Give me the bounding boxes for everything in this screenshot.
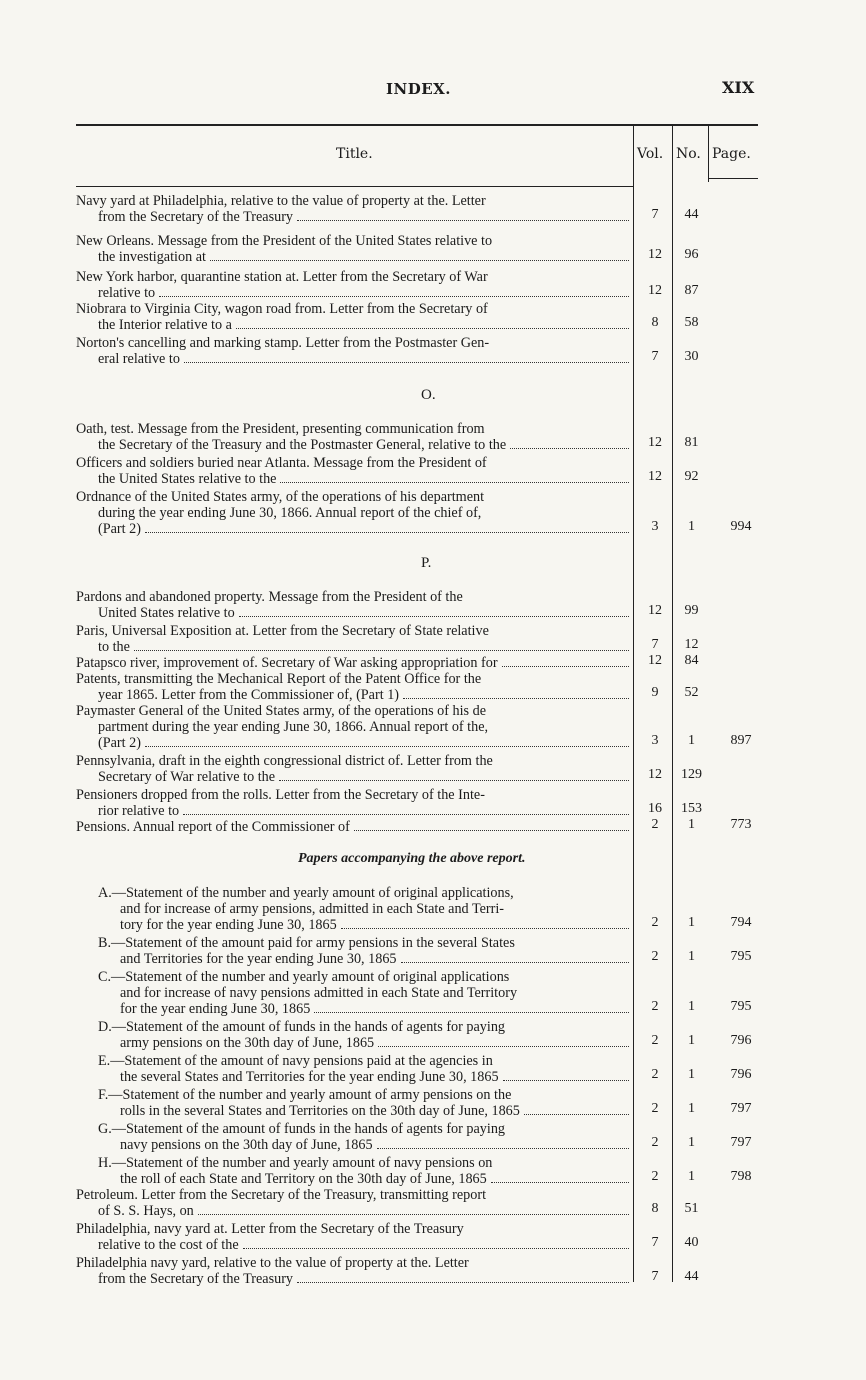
entry-title-text: Norton's cancelling and marking stamp. Letter from the Postmaster Gen- (76, 335, 490, 351)
document-number: 1 (688, 733, 695, 748)
entry-title (76, 655, 629, 671)
entry-title-text: from the Secretary of the Treasury (98, 209, 294, 225)
dot-leader (354, 830, 629, 831)
dot-leader (524, 1114, 629, 1115)
page-number: XIX (722, 78, 755, 97)
page-number-cell: 796 (730, 1067, 752, 1082)
entry-title-line (98, 985, 629, 1001)
dot-leader (279, 780, 629, 781)
document-number: 1 (688, 1135, 695, 1150)
entry-title-text: G.—Statement of the amount of funds in the hands of agents for paying (98, 1121, 506, 1137)
document-number: 1 (688, 1033, 695, 1048)
entry-title-text: and Territories for the year ending June 30, 1865 (120, 951, 397, 967)
entry-title-line (76, 285, 629, 301)
volume-number: 12 (648, 767, 662, 782)
page-number-cell: 897 (730, 733, 752, 748)
volume-number: 2 (651, 1101, 659, 1116)
entry-title-text: eral relative to (98, 351, 180, 367)
entry-title-line (98, 1001, 629, 1017)
dot-leader (183, 814, 629, 815)
entry-title-line (76, 1271, 629, 1287)
dot-leader (184, 362, 629, 363)
entry-title-text: the Secretary of the Treasury and the Postmaster General, relative to the (98, 437, 507, 453)
entry-title-line (76, 753, 629, 769)
volume-number: 2 (651, 1169, 659, 1184)
document-number: 153 (681, 801, 702, 816)
volume-number: 12 (648, 283, 662, 298)
header-bottom-rule (76, 186, 633, 187)
page-number-cell: 795 (730, 999, 752, 1014)
dot-leader (280, 482, 629, 483)
entry-title-text: E.—Statement of the amount of navy pensions paid at the agencies in (98, 1053, 493, 1069)
volume-number: 12 (648, 603, 662, 618)
entry-title (76, 1221, 629, 1253)
entry-title-text: A.—Statement of the number and yearly amount of original applications, (98, 885, 514, 901)
entry-title-text: Pardons and abandoned property. Message from the President of the (76, 589, 463, 605)
entry-title-line (76, 687, 629, 703)
entry-title-text: (Part 2) (98, 735, 141, 751)
entry-title-text: Secretary of War relative to the (98, 769, 276, 785)
page-number-cell: 795 (730, 949, 752, 964)
entry-title (76, 703, 629, 751)
entry-title-line (76, 209, 629, 225)
entry-title-text: and for increase of navy pensions admitted in each State and Territory (120, 985, 518, 1001)
entry-title-text: C.—Statement of the number and yearly amount of original applications (98, 969, 510, 985)
entry-title-text: year 1865. Letter from the Commissioner of, (Part 1) (98, 687, 400, 703)
entry-title-text: Patents, transmitting the Mechanical Report of the Patent Office for the (76, 671, 482, 687)
entry-title-line (98, 1087, 629, 1103)
volume-number: 2 (651, 1135, 659, 1150)
entry-title-text: army pensions on the 30th day of June, 1865 (120, 1035, 375, 1051)
entry-title-line (76, 787, 629, 803)
entry-title-text: Ordnance of the United States army, of the operations of his department (76, 489, 485, 505)
volume-number: 12 (648, 247, 662, 262)
section-letter-text: O. (421, 387, 436, 403)
document-number: 1 (688, 519, 695, 534)
entry-title-line (76, 671, 629, 687)
column-header-page: Page. (712, 146, 751, 162)
volume-number: 8 (651, 315, 659, 330)
entry-title-line (76, 655, 629, 671)
column-header-no: No. (676, 146, 701, 162)
entry-title-text: partment during the year ending June 30, 1866. Annual report of the, (98, 719, 489, 735)
column-header-vol: Vol. (637, 146, 664, 162)
entry-title-text: D.—Statement of the amount of funds in the hands of agents for paying (98, 1019, 506, 1035)
page-number-cell: 798 (730, 1169, 752, 1184)
page-number-cell: 773 (730, 817, 752, 832)
document-number: 1 (688, 999, 695, 1014)
volume-number: 7 (651, 1269, 659, 1284)
entry-title (76, 787, 629, 819)
entry-title (76, 269, 629, 301)
entry-title-line (98, 885, 629, 901)
entry-title-text: Pensioners dropped from the rolls. Letter from the Secretary of the Inte- (76, 787, 485, 803)
entry-title-line (76, 455, 629, 471)
page-heading: INDEX. (386, 80, 452, 98)
document-number: 129 (681, 767, 702, 782)
entry-title-line (76, 605, 629, 621)
entry-title-text: for the year ending June 30, 1865 (120, 1001, 311, 1017)
entry-title (76, 193, 629, 225)
entry-title-line (76, 249, 629, 265)
document-number: 51 (684, 1201, 699, 1216)
dot-leader (377, 1148, 629, 1149)
volume-number: 12 (648, 469, 662, 484)
entry-title-line (98, 1171, 629, 1187)
entry-title (76, 455, 629, 487)
volume-number: 7 (651, 207, 659, 222)
entry-title-text: relative to the cost of the (98, 1237, 239, 1253)
entry-title-line (76, 521, 629, 537)
entry-title-text: tory for the year ending June 30, 1865 (120, 917, 337, 933)
entry-title (98, 969, 629, 1017)
entry-title (76, 233, 629, 265)
entry-title-text: from the Secretary of the Treasury (98, 1271, 294, 1287)
document-number: 44 (684, 207, 699, 222)
dot-leader (510, 448, 629, 449)
document-number: 52 (684, 685, 699, 700)
entry-title-line (76, 437, 629, 453)
entry-title-line (98, 951, 629, 967)
entry-title (98, 1053, 629, 1085)
document-number: 1 (688, 949, 695, 964)
entry-title-text: the Interior relative to a (98, 317, 232, 333)
volume-number: 2 (651, 949, 659, 964)
entry-title-line (76, 703, 629, 719)
volume-number: 7 (651, 637, 659, 652)
entry-title-line (76, 1187, 629, 1203)
column-divider-page (708, 126, 709, 182)
entry-title-line (76, 639, 629, 655)
document-number: 81 (684, 435, 699, 450)
entry-title-text: F.—Statement of the number and yearly amount of army pensions on the (98, 1087, 512, 1103)
dot-leader (297, 220, 629, 221)
entry-title-line (76, 819, 629, 835)
page-number-cell: 794 (730, 915, 752, 930)
volume-number: 2 (651, 817, 659, 832)
entry-title-line (76, 505, 629, 521)
entry-title-line (76, 335, 629, 351)
entry-title-line (98, 969, 629, 985)
dot-leader (401, 962, 629, 963)
entry-title-text: B.—Statement of the amount paid for army pensions in the several States (98, 935, 515, 951)
entry-title-line (98, 1103, 629, 1119)
entry-title-line (76, 1237, 629, 1253)
entry-title (98, 1087, 629, 1119)
entry-title-text: navy pensions on the 30th day of June, 1865 (120, 1137, 373, 1153)
entry-title (76, 589, 629, 621)
entry-title (76, 421, 629, 453)
volume-number: 16 (648, 801, 662, 816)
entry-title-text: Officers and soldiers buried near Atlanta. Message from the President of (76, 455, 487, 471)
dot-leader (314, 1012, 629, 1013)
dot-leader (503, 1080, 629, 1081)
entry-title-text: relative to (98, 285, 156, 301)
entry-title-line (98, 1069, 629, 1085)
entry-title (76, 1187, 629, 1219)
dot-leader (239, 616, 629, 617)
page-number-cell: 994 (730, 519, 752, 534)
entry-title-text: rolls in the several States and Territories on the 30th day of June, 1865 (120, 1103, 520, 1119)
entry-title-line (98, 935, 629, 951)
entry-title (76, 819, 629, 835)
entry-title-line (98, 1121, 629, 1137)
volume-number: 8 (651, 1201, 659, 1216)
entry-title-line (76, 719, 629, 735)
entry-title-text: H.—Statement of the number and yearly amount of navy pensions on (98, 1155, 493, 1171)
volume-number: 2 (651, 999, 659, 1014)
volume-number: 7 (651, 349, 659, 364)
dot-leader (145, 746, 629, 747)
header-bottom-rule-right (708, 178, 758, 179)
entry-title-text: Pensions. Annual report of the Commissioner of (76, 819, 350, 835)
entry-title-line (98, 1019, 629, 1035)
document-number: 40 (684, 1235, 699, 1250)
dot-leader (159, 296, 629, 297)
entry-title-line (76, 471, 629, 487)
entry-title-text: Pennsylvania, draft in the eighth congressional district of. Letter from the (76, 753, 493, 769)
entry-title (76, 489, 629, 537)
entry-title-line (76, 351, 629, 367)
volume-number: 3 (651, 519, 659, 534)
entry-title-line (76, 623, 629, 639)
entry-title-line (76, 1255, 629, 1271)
entry-title-text: Niobrara to Virginia City, wagon road from. Letter from the Secretary of (76, 301, 488, 317)
entry-title-text: United States relative to (98, 605, 235, 621)
entry-title-text: Oath, test. Message from the President, presenting communication from (76, 421, 485, 437)
page-number-cell: 796 (730, 1033, 752, 1048)
document-number: 1 (688, 1101, 695, 1116)
volume-number: 9 (651, 685, 659, 700)
dot-leader (297, 1282, 629, 1283)
entry-title (76, 753, 629, 785)
section-letter-text: P. (421, 555, 432, 571)
entry-title-line (76, 317, 629, 333)
entry-title (76, 1255, 629, 1287)
entry-title-line (76, 193, 629, 209)
entry-title-line (76, 589, 629, 605)
entry-title-text: the United States relative to the (98, 471, 277, 487)
entry-title (98, 935, 629, 967)
volume-number: 7 (651, 1235, 659, 1250)
entry-title-line (76, 803, 629, 819)
entry-title-line (76, 421, 629, 437)
entry-title (98, 885, 629, 933)
dot-leader (378, 1046, 629, 1047)
entry-title-text: the investigation at (98, 249, 206, 265)
entry-title-text: to the (98, 639, 130, 655)
entry-title-text: the several States and Territories for the year ending June 30, 1865 (120, 1069, 499, 1085)
entry-title-line (76, 269, 629, 285)
entry-title-text: Paris, Universal Exposition at. Letter from the Secretary of State relative (76, 623, 489, 639)
entry-title-text: Navy yard at Philadelphia, relative to the value of property at the. Letter (76, 193, 486, 209)
entry-title-text: and for increase of army pensions, admitted in each State and Terri- (120, 901, 505, 917)
volume-number: 3 (651, 733, 659, 748)
document-number: 30 (684, 349, 699, 364)
volume-number: 12 (648, 435, 662, 450)
page-number-cell: 797 (730, 1135, 752, 1150)
dot-leader (502, 666, 629, 667)
entry-title-text: rior relative to (98, 803, 180, 819)
page-number-cell: 797 (730, 1101, 752, 1116)
document-number: 1 (688, 1169, 695, 1184)
entry-title (98, 1121, 629, 1153)
entry-title (98, 1019, 629, 1051)
entry-title-text: New Orleans. Message from the President of the United States relative to (76, 233, 493, 249)
volume-number: 2 (651, 1067, 659, 1082)
volume-number: 12 (648, 653, 662, 668)
dot-leader (491, 1182, 629, 1183)
document-number: 99 (684, 603, 699, 618)
entry-title (76, 301, 629, 333)
dot-leader (236, 328, 629, 329)
entry-title-text: Paymaster General of the United States army, of the operations of his de (76, 703, 487, 719)
entry-title-line (76, 233, 629, 249)
document-number: 84 (684, 653, 699, 668)
entry-title-line (98, 901, 629, 917)
entry-title (76, 671, 629, 703)
entry-title-line (98, 1155, 629, 1171)
entry-title-line (98, 1137, 629, 1153)
document-number: 96 (684, 247, 699, 262)
document-number: 87 (684, 283, 699, 298)
dot-leader (134, 650, 629, 651)
subsection-heading-text: Papers accompanying the above report. (298, 851, 526, 866)
entry-title-line (76, 1221, 629, 1237)
document-number: 58 (684, 315, 699, 330)
entry-title (76, 623, 629, 655)
entry-title-line (76, 301, 629, 317)
document-number: 1 (688, 817, 695, 832)
dot-leader (198, 1214, 629, 1215)
document-number: 1 (688, 915, 695, 930)
document-number: 12 (684, 637, 699, 652)
entry-title-text: Patapsco river, improvement of. Secretary of War asking appropriation for (76, 655, 498, 671)
dot-leader (145, 532, 629, 533)
entry-title-line (76, 769, 629, 785)
entry-title-line (98, 1053, 629, 1069)
dot-leader (210, 260, 629, 261)
dot-leader (403, 698, 629, 699)
entry-title-text: the roll of each State and Territory on the 30th day of June, 1865 (120, 1171, 487, 1187)
entry-title-line (76, 735, 629, 751)
entry-title-line (76, 1203, 629, 1219)
entry-title-line (98, 1035, 629, 1051)
entry-title-text: (Part 2) (98, 521, 141, 537)
document-number: 44 (684, 1269, 699, 1284)
volume-number: 2 (651, 1033, 659, 1048)
document-number: 1 (688, 1067, 695, 1082)
entry-title-line (98, 917, 629, 933)
entry-title (98, 1155, 629, 1187)
entry-title-text: New York harbor, quarantine station at. Letter from the Secretary of War (76, 269, 488, 285)
entry-title-text: Philadelphia navy yard, relative to the value of property at the. Letter (76, 1255, 469, 1271)
entry-title-line (76, 489, 629, 505)
table-top-rule (76, 124, 758, 126)
entry-title-text: of S. S. Hays, on (98, 1203, 194, 1219)
entry-title-text: Petroleum. Letter from the Secretary of the Treasury, transmitting report (76, 1187, 487, 1203)
entry-title (76, 335, 629, 367)
entry-title-text: during the year ending June 30, 1866. Annual report of the chief of, (98, 505, 482, 521)
dot-leader (243, 1248, 629, 1249)
dot-leader (341, 928, 629, 929)
entry-title-text: Philadelphia, navy yard at. Letter from the Secretary of the Treasury (76, 1221, 464, 1237)
volume-number: 2 (651, 915, 659, 930)
document-number: 92 (684, 469, 699, 484)
column-header-title: Title. (336, 146, 373, 162)
